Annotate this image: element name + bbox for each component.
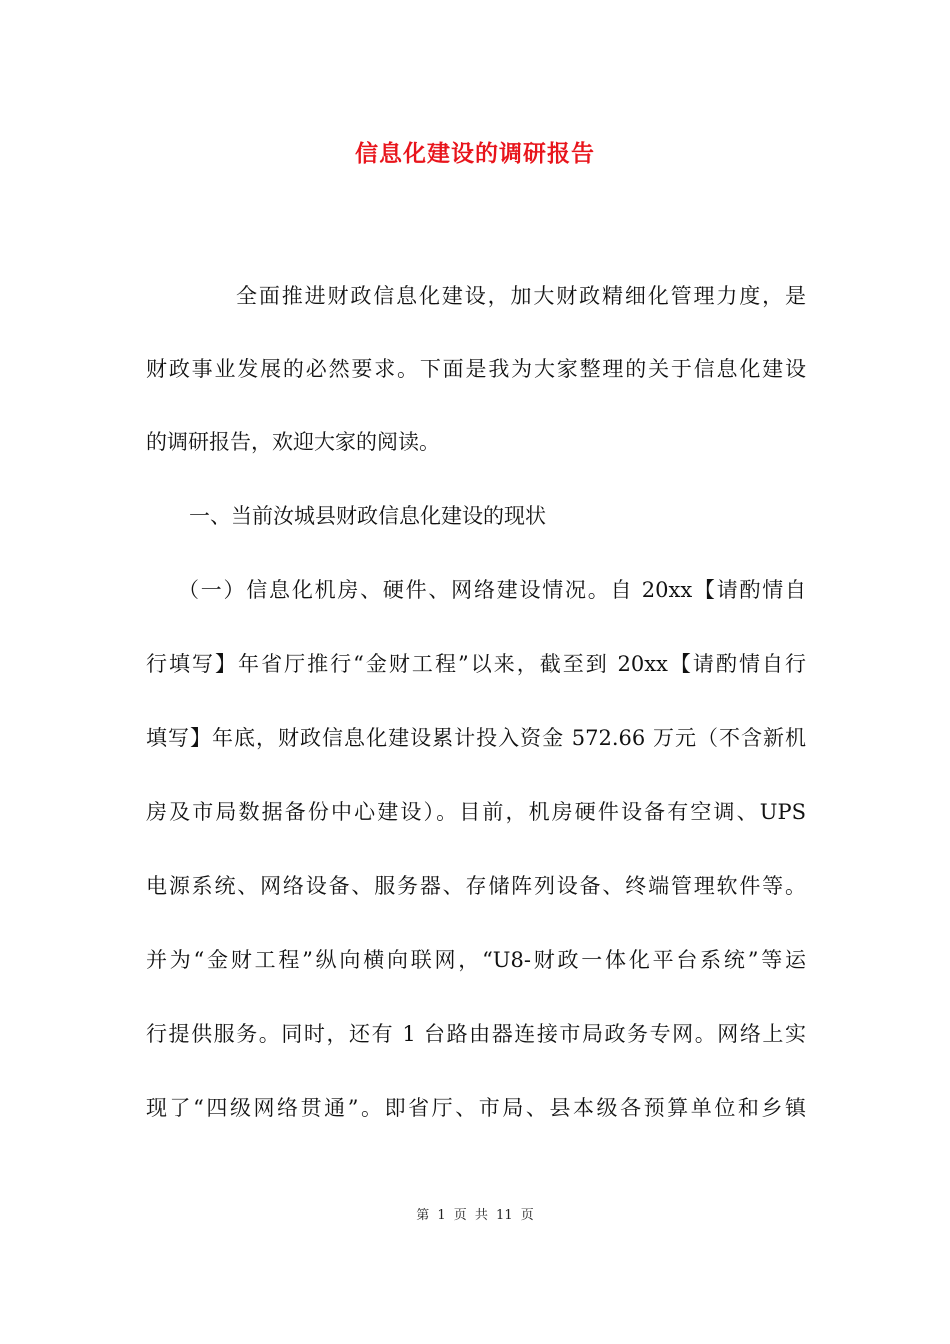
page-number-footer: 第 1 页 共 11 页	[416, 1208, 534, 1223]
paragraph-line: 并为“金财工程”纵向横向联网，“U8-财政一体化平台系统”等运	[146, 948, 806, 972]
paragraph-line: 财政事业发展的必然要求。下面是我为大家整理的关于信息化建设	[146, 357, 806, 381]
document-title: 信息化建设的调研报告	[355, 140, 595, 167]
paragraph-line: 现了“四级网络贯通”。即省厅、市局、县本级各预算单位和乡镇	[146, 1096, 806, 1120]
paragraph-line: 填写】年底，财政信息化建设累计投入资金 572.66 万元（不含新机	[146, 726, 806, 750]
paragraph-line: 房及市局数据备份中心建设）。目前，机房硬件设备有空调、UPS	[146, 800, 806, 824]
paragraph-line: 的调研报告，欢迎大家的阅读。	[146, 430, 440, 454]
paragraph-line: 电源系统、网络设备、服务器、存储阵列设备、终端管理软件等。	[146, 874, 806, 898]
section-heading: 一、当前汝城县财政信息化建设的现状	[189, 504, 546, 528]
paragraph-line: 行填写】年省厅推行“金财工程”以来，截至到 20xx【请酌情自行	[146, 652, 806, 676]
paragraph-line: （一）信息化机房、硬件、网络建设情况。自 20xx【请酌情自	[178, 578, 806, 602]
paragraph-line: 行提供服务。同时，还有 1 台路由器连接市局政务专网。网络上实	[146, 1022, 806, 1046]
paragraph-line: 全面推进财政信息化建设，加大财政精细化管理力度，是	[236, 284, 806, 308]
